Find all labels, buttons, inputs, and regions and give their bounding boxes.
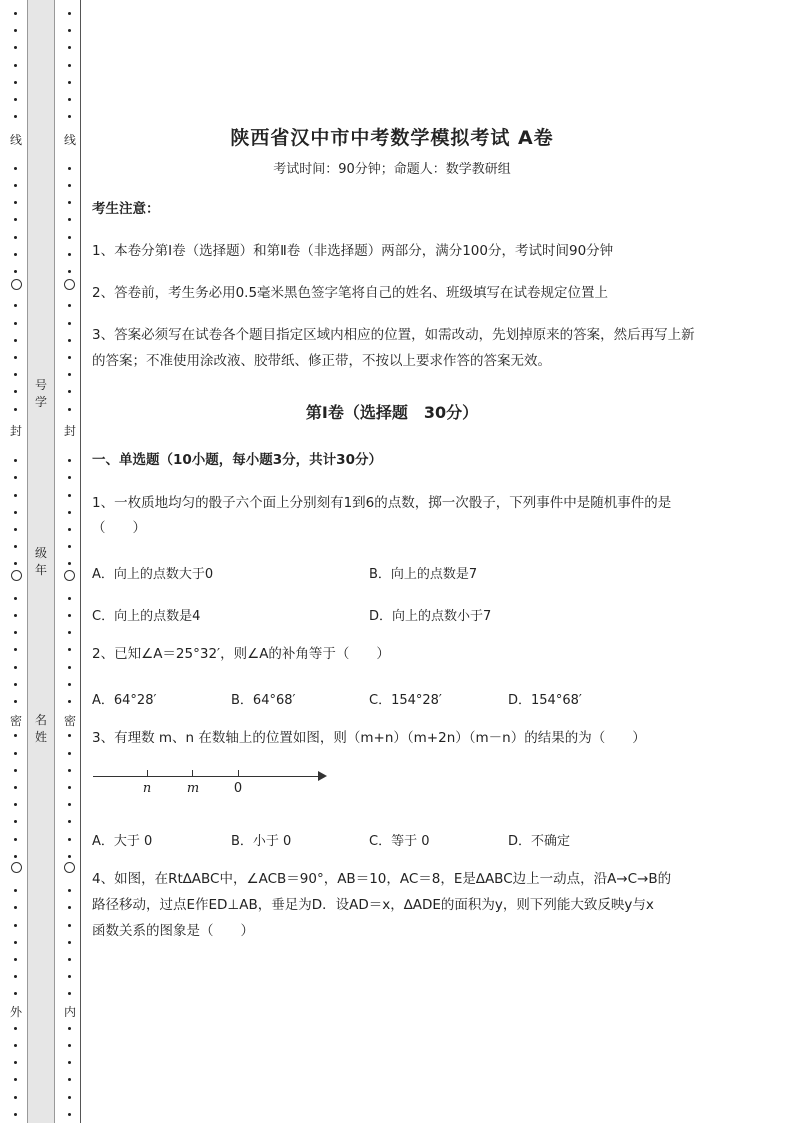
margin-dot — [14, 889, 17, 892]
part-heading: 一、单选题（10小题，每小题3分，共计30分） — [92, 452, 382, 468]
margin-dot — [14, 700, 17, 703]
margin-dot — [68, 98, 71, 101]
q2-option-d: D．154°68′ — [508, 693, 582, 708]
margin-dot — [14, 666, 17, 669]
margin-dot — [68, 889, 71, 892]
inner-circle-2 — [64, 570, 75, 581]
margin-dot — [14, 29, 17, 32]
q2-option-a: A．64°28′ — [92, 693, 157, 708]
margin-dot — [14, 253, 17, 256]
margin-dot — [68, 838, 71, 841]
margin-dot — [68, 408, 71, 411]
outer-dot-column — [10, 0, 22, 1123]
margin-dot — [14, 803, 17, 806]
margin-dot — [14, 511, 17, 514]
margin-dot — [14, 459, 17, 462]
notice-heading: 考生注意： — [92, 201, 160, 217]
margin-dot — [14, 494, 17, 497]
q3-option-b: B．小于 0 — [231, 834, 292, 849]
margin-dot — [68, 356, 71, 359]
margin-dot — [14, 1113, 17, 1116]
margin-dot — [68, 820, 71, 823]
margin-dot — [68, 597, 71, 600]
margin-dot — [68, 1096, 71, 1099]
margin-dot — [14, 752, 17, 755]
margin-dot — [14, 12, 17, 15]
margin-dot — [14, 390, 17, 393]
margin-dot — [68, 29, 71, 32]
outer-circle-3 — [11, 862, 22, 873]
margin-dot — [14, 184, 17, 187]
student-id-label: 号学 — [34, 378, 47, 409]
margin-dot — [14, 614, 17, 617]
margin-dot — [14, 992, 17, 995]
section-title: 第Ⅰ卷（选择题 30分） — [305, 403, 479, 422]
q2-option-b: B．64°68′ — [231, 693, 296, 708]
margin-dot — [14, 786, 17, 789]
q3-option-d: D．不确定 — [508, 834, 571, 849]
margin-dot — [68, 734, 71, 737]
margin-dot — [68, 683, 71, 686]
margin-dot — [68, 700, 71, 703]
margin-dot — [68, 1078, 71, 1081]
outer-mark-seal: 封 — [9, 424, 22, 438]
notice-item-3: 3、答案必须写在试卷各个题目指定区域内相应的位置，如需改动，先划掉原来的答案，然后再写上新 — [92, 327, 695, 343]
margin-dot — [14, 46, 17, 49]
margin-divider — [80, 0, 81, 1123]
margin-dot — [14, 838, 17, 841]
q2-option-c: C．154°28′ — [369, 693, 442, 708]
margin-dot — [68, 322, 71, 325]
margin-dot — [68, 494, 71, 497]
outer-mark-outside: 外 — [9, 1005, 22, 1019]
inner-mark-secret: 密 — [63, 714, 76, 728]
margin-dot — [68, 803, 71, 806]
margin-dot — [68, 631, 71, 634]
tick-zero — [238, 770, 239, 777]
margin-dot — [14, 236, 17, 239]
margin-dot — [68, 958, 71, 961]
margin-dot — [14, 958, 17, 961]
margin-dot — [14, 64, 17, 67]
margin-dot — [14, 373, 17, 376]
name-label: 名姓 — [34, 713, 47, 744]
margin-dot — [68, 81, 71, 84]
tick-n — [147, 770, 148, 777]
margin-dot — [14, 218, 17, 221]
outer-mark-secret: 密 — [9, 714, 22, 728]
margin-dot — [68, 373, 71, 376]
exam-subtitle: 考试时间：90分钟；命题人：数学教研组 — [273, 162, 511, 177]
q1-option-d: D．向上的点数小于7 — [369, 609, 492, 624]
margin-dot — [68, 1061, 71, 1064]
margin-dot — [14, 1027, 17, 1030]
tick-label-zero: 0 — [233, 781, 243, 796]
question-3-stem: 3、有理数 m、n 在数轴上的位置如图，则（m+n）（m+2n）（m－n）的结果的为（ ） — [92, 730, 646, 746]
margin-dot — [14, 820, 17, 823]
margin-dot — [14, 906, 17, 909]
margin-dot — [68, 167, 71, 170]
outer-mark-line: 线 — [9, 133, 22, 147]
margin-dot — [68, 614, 71, 617]
margin-dot — [14, 924, 17, 927]
margin-dot — [14, 115, 17, 118]
margin-dot — [14, 631, 17, 634]
margin-dot — [68, 12, 71, 15]
margin-dot — [14, 476, 17, 479]
margin-dot — [68, 666, 71, 669]
margin-dot — [68, 562, 71, 565]
class-label: 级年 — [34, 546, 47, 577]
margin-dot — [14, 648, 17, 651]
outer-circle-1 — [11, 279, 22, 290]
margin-dot — [14, 201, 17, 204]
margin-dot — [68, 184, 71, 187]
margin-dot — [68, 304, 71, 307]
margin-dot — [68, 924, 71, 927]
question-1-stem: 1、一枚质地均匀的骰子六个面上分别刻有1到6的点数，掷一次骰子，下列事件中是随机事件的是 — [92, 495, 672, 511]
margin-dot — [68, 855, 71, 858]
margin-dot — [14, 683, 17, 686]
margin-dot — [14, 1044, 17, 1047]
q1-option-c: C．向上的点数是4 — [92, 609, 201, 624]
notice-item-1: 1、本卷分第Ⅰ卷（选择题）和第Ⅱ卷（非选择题）两部分，满分100分，考试时间90分钟 — [92, 243, 614, 259]
margin-dot — [68, 476, 71, 479]
margin-dot — [14, 975, 17, 978]
margin-dot — [14, 769, 17, 772]
margin-dot — [14, 545, 17, 548]
margin-dot — [68, 769, 71, 772]
margin-dot — [14, 855, 17, 858]
margin-dot — [68, 992, 71, 995]
question-2-stem: 2、已知∠A＝25°32′，则∠A的补角等于（ ） — [92, 646, 390, 662]
margin-dot — [68, 545, 71, 548]
q3-option-c: C．等于 0 — [369, 834, 430, 849]
margin-dot — [14, 304, 17, 307]
outer-circle-2 — [11, 570, 22, 581]
margin-dot — [68, 459, 71, 462]
margin-dot — [14, 528, 17, 531]
tick-label-n: n — [142, 781, 152, 796]
margin-dot — [68, 786, 71, 789]
margin-dot — [68, 339, 71, 342]
margin-dot — [68, 253, 71, 256]
margin-dot — [68, 236, 71, 239]
number-line-arrow — [318, 771, 327, 781]
question-4-stem-cont2: 函数关系的图象是（ ） — [92, 923, 254, 939]
margin-dot — [14, 408, 17, 411]
margin-dot — [14, 597, 17, 600]
margin-dot — [68, 201, 71, 204]
question-4-stem: 4、如图，在Rt∆ABC中，∠ACB＝90°，AB＝10，AC＝8，E是∆ABC边上一动点，沿A→C→B的 — [92, 871, 672, 887]
q1-option-b: B．向上的点数是7 — [369, 567, 478, 582]
margin-dot — [68, 752, 71, 755]
margin-dot — [14, 1078, 17, 1081]
margin-dot — [14, 167, 17, 170]
margin-dot — [68, 46, 71, 49]
margin-dot — [14, 734, 17, 737]
margin-dot — [14, 339, 17, 342]
inner-mark-line: 线 — [63, 133, 76, 147]
inner-mark-seal: 封 — [63, 424, 76, 438]
margin-dot — [68, 528, 71, 531]
question-4-stem-cont: 路径移动，过点E作ED⊥AB，垂足为D．设AD＝x，∆ADE的面积为y，则下列能大致反映y与x — [92, 897, 654, 913]
margin-dot — [68, 1113, 71, 1116]
margin-dot — [14, 1096, 17, 1099]
margin-dot — [68, 975, 71, 978]
tick-m — [192, 770, 193, 777]
margin-dot — [68, 115, 71, 118]
margin-dot — [14, 322, 17, 325]
margin-dot — [68, 906, 71, 909]
margin-dot — [68, 648, 71, 651]
margin-dot — [68, 218, 71, 221]
inner-circle-3 — [64, 862, 75, 873]
q3-option-a: A．大于 0 — [92, 834, 153, 849]
inner-circle-1 — [64, 279, 75, 290]
margin-dot — [68, 941, 71, 944]
margin-dot — [14, 1061, 17, 1064]
margin-dot — [68, 511, 71, 514]
margin-dot — [14, 98, 17, 101]
margin-dot — [14, 356, 17, 359]
tick-label-m: m — [186, 781, 200, 796]
number-line-axis — [93, 776, 319, 777]
margin-dot — [14, 562, 17, 565]
margin-dot — [14, 941, 17, 944]
notice-item-2: 2、答卷前，考生务必用0.5毫米黑色签字笔将自己的姓名、班级填写在试卷规定位置上 — [92, 285, 609, 301]
margin-dot — [68, 270, 71, 273]
margin-dot — [14, 270, 17, 273]
margin-dot — [68, 1027, 71, 1030]
margin-dot — [68, 390, 71, 393]
inner-dot-column — [64, 0, 76, 1123]
question-1-stem-cont: （ ） — [92, 520, 146, 536]
inner-mark-inside: 内 — [63, 1005, 76, 1019]
margin-dot — [14, 81, 17, 84]
exam-title: 陕西省汉中市中考数学模拟考试 A卷 — [230, 127, 554, 149]
q1-option-a: A．向上的点数大于0 — [92, 567, 214, 582]
notice-item-3-cont: 的答案；不准使用涂改液、胶带纸、修正带，不按以上要求作答的答案无效。 — [92, 353, 551, 369]
margin-dot — [68, 64, 71, 67]
margin-dot — [68, 1044, 71, 1047]
